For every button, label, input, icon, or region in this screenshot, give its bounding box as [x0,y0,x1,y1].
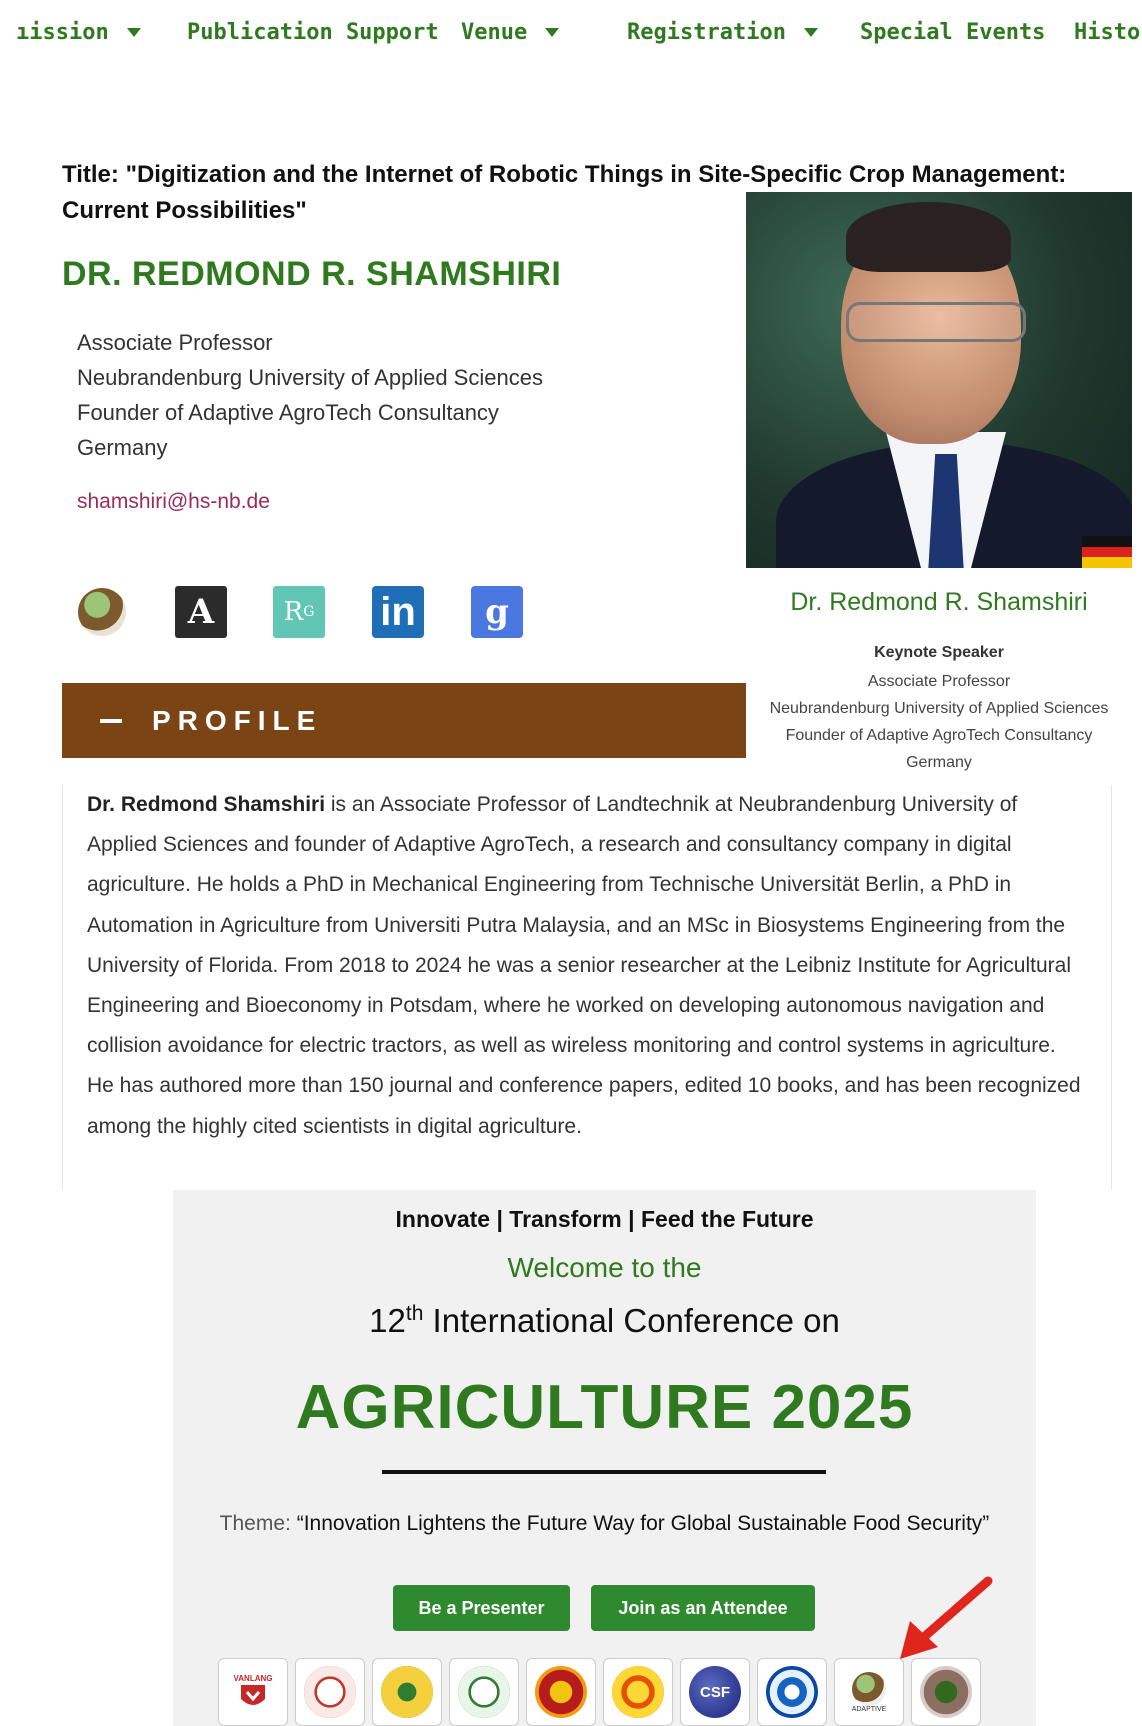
card-line: Associate Professor [867,673,1011,690]
chevron-down-icon[interactable] [545,28,559,37]
speaker-card-name: Dr. Redmond R. Shamshiri [790,588,1088,616]
bio-name: Dr. Redmond Shamshiri [87,793,326,816]
speaker-card-role: Keynote Speaker [874,644,1004,661]
profile-bio [62,785,1112,1190]
chevron-down-icon[interactable] [804,28,818,37]
partner-logo-csf[interactable] [680,1658,750,1726]
nav-item-label: Publication Support [187,20,439,45]
academia-letter: A [187,592,215,632]
nav-item-label: Venue [461,20,528,45]
theme-label: Theme: [219,1512,291,1535]
seal-icon [304,1666,356,1718]
card-line: Germany [906,754,972,771]
vanlang-text: VANLANG [233,1673,273,1683]
shield-icon [239,1683,267,1711]
crest-icon [920,1666,972,1718]
researchgate-letter: R [283,597,304,627]
leaf-icon [852,1672,886,1706]
card-line: Founder of Adaptive AgroTech Consultancy [785,727,1093,744]
nav-item-publication-support[interactable] [187,20,439,45]
conf-ordinal: th [405,1302,424,1325]
partner-logo-10[interactable] [911,1658,981,1726]
nav-item-registration[interactable] [627,20,818,45]
partner-logo-vanlang[interactable] [218,1658,288,1726]
theme-text: “Innovation Lightens the Future Way for Global Sustainable Food Security” [290,1512,990,1535]
be-a-presenter-button[interactable]: Be a Presenter [393,1585,570,1631]
nav-item-label: ıission [16,20,109,45]
speaker-name: DR. REDMOND R. SHAMSHIRI [62,255,562,293]
top-navigation [0,0,1142,72]
partner-logo-4[interactable] [449,1658,519,1726]
conference-banner [173,1190,1036,1726]
nav-item-label: Histo [1074,20,1141,45]
profile-header-label: PROFILE [152,704,323,736]
sun-emblem-icon [612,1666,664,1718]
globe-icon [689,1666,741,1718]
profile-accordion-header[interactable] [62,683,746,758]
seal-icon [458,1666,510,1718]
nav-item-venue[interactable] [461,20,559,45]
speaker-card-details [746,668,1132,776]
gear-emblem-icon [766,1666,818,1718]
banner-headline: AGRICULTURE 2025 [295,1373,914,1442]
affiliation-line: Associate Professor [77,330,273,355]
affiliation-line: Founder of Adaptive AgroTech Consultancy [77,400,499,425]
minus-icon [100,719,122,723]
card-line: Neubrandenburg University of Applied Sciences [769,700,1109,717]
partner-logo-2[interactable] [295,1658,365,1726]
nav-item-label: Registration [627,20,786,45]
researchgate-sup: G [303,604,315,620]
partner-logo-8[interactable] [757,1658,827,1726]
partner-logo-6[interactable] [603,1658,673,1726]
banner-conference-title [173,1302,1036,1340]
nav-item-label: Special Events [860,20,1046,45]
conf-rest: International Conference on [423,1302,840,1339]
talk-title: Title: "Digitization and the Internet of Robotic Things in Site-Specific Crop Management: Current Possibilities" [62,161,1067,224]
banner-tagline: Innovate | Transform | Feed the Future [395,1206,814,1232]
red-arrow-icon [886,1575,996,1665]
nav-item-submission[interactable] [16,20,141,45]
germany-flag-icon [1082,536,1132,568]
adaptive-agrotech-icon[interactable] [76,586,128,638]
banner-divider [382,1470,826,1474]
banner-theme [173,1512,1036,1536]
nav-item-special-events[interactable] [860,20,1045,45]
affiliation-line: Germany [77,435,168,460]
conf-number: 12 [369,1302,406,1339]
banner-welcome: Welcome to the [507,1252,702,1283]
google-letter: g [485,592,509,632]
csf-text: CSF [700,1683,730,1701]
triangle-emblem-icon [381,1666,433,1718]
linkedin-icon[interactable] [372,586,424,638]
speaker-affiliation [77,325,543,465]
partner-logo-3[interactable] [372,1658,442,1726]
adaptive-text: ADAPTIVE [851,1705,887,1713]
partner-logo-adaptive[interactable] [834,1658,904,1726]
linkedin-letters: in [380,589,416,634]
partner-logo-5[interactable] [526,1658,596,1726]
nav-item-history[interactable] [1074,20,1140,45]
chevron-down-icon[interactable] [127,28,141,37]
speaker-email-link[interactable]: shamshiri@hs-nb.de [77,490,270,513]
affiliation-line: Neubrandenburg University of Applied Sciences [77,365,543,390]
google-scholar-icon[interactable] [471,586,523,638]
bio-text: is an Associate Professor of Landtechnik at Neubrandenburg University of Applied Sciences and founder of Adaptive AgroTech, a research and consultancy company in digital agriculture. He holds a PhD in Mechanical Engineering from Technische Universität Berlin, a PhD in Automation in Agriculture from Universiti Putra Malaysia, and an MSc in Biosystems Engineering from the University of Florida. From 2018 to 2024 he was a senior researcher at the Leibniz Institute for Agricultural Engineering and Bioeconomy in Potsdam, where he worked on developing autonomous navigation and collision avoidance for electric tractors, as well as wireless monitoring and control systems in agriculture. He has authored more than 150 journal and conference papers, edited 10 books, and has been recognized among the highly cited scientists in digital agriculture. [87,793,1081,1138]
researchgate-icon[interactable] [273,586,325,638]
join-as-attendee-button[interactable]: Join as an Attendee [591,1585,815,1631]
academia-icon[interactable] [175,586,227,638]
speaker-photo [746,192,1132,568]
crest-icon [535,1666,587,1718]
